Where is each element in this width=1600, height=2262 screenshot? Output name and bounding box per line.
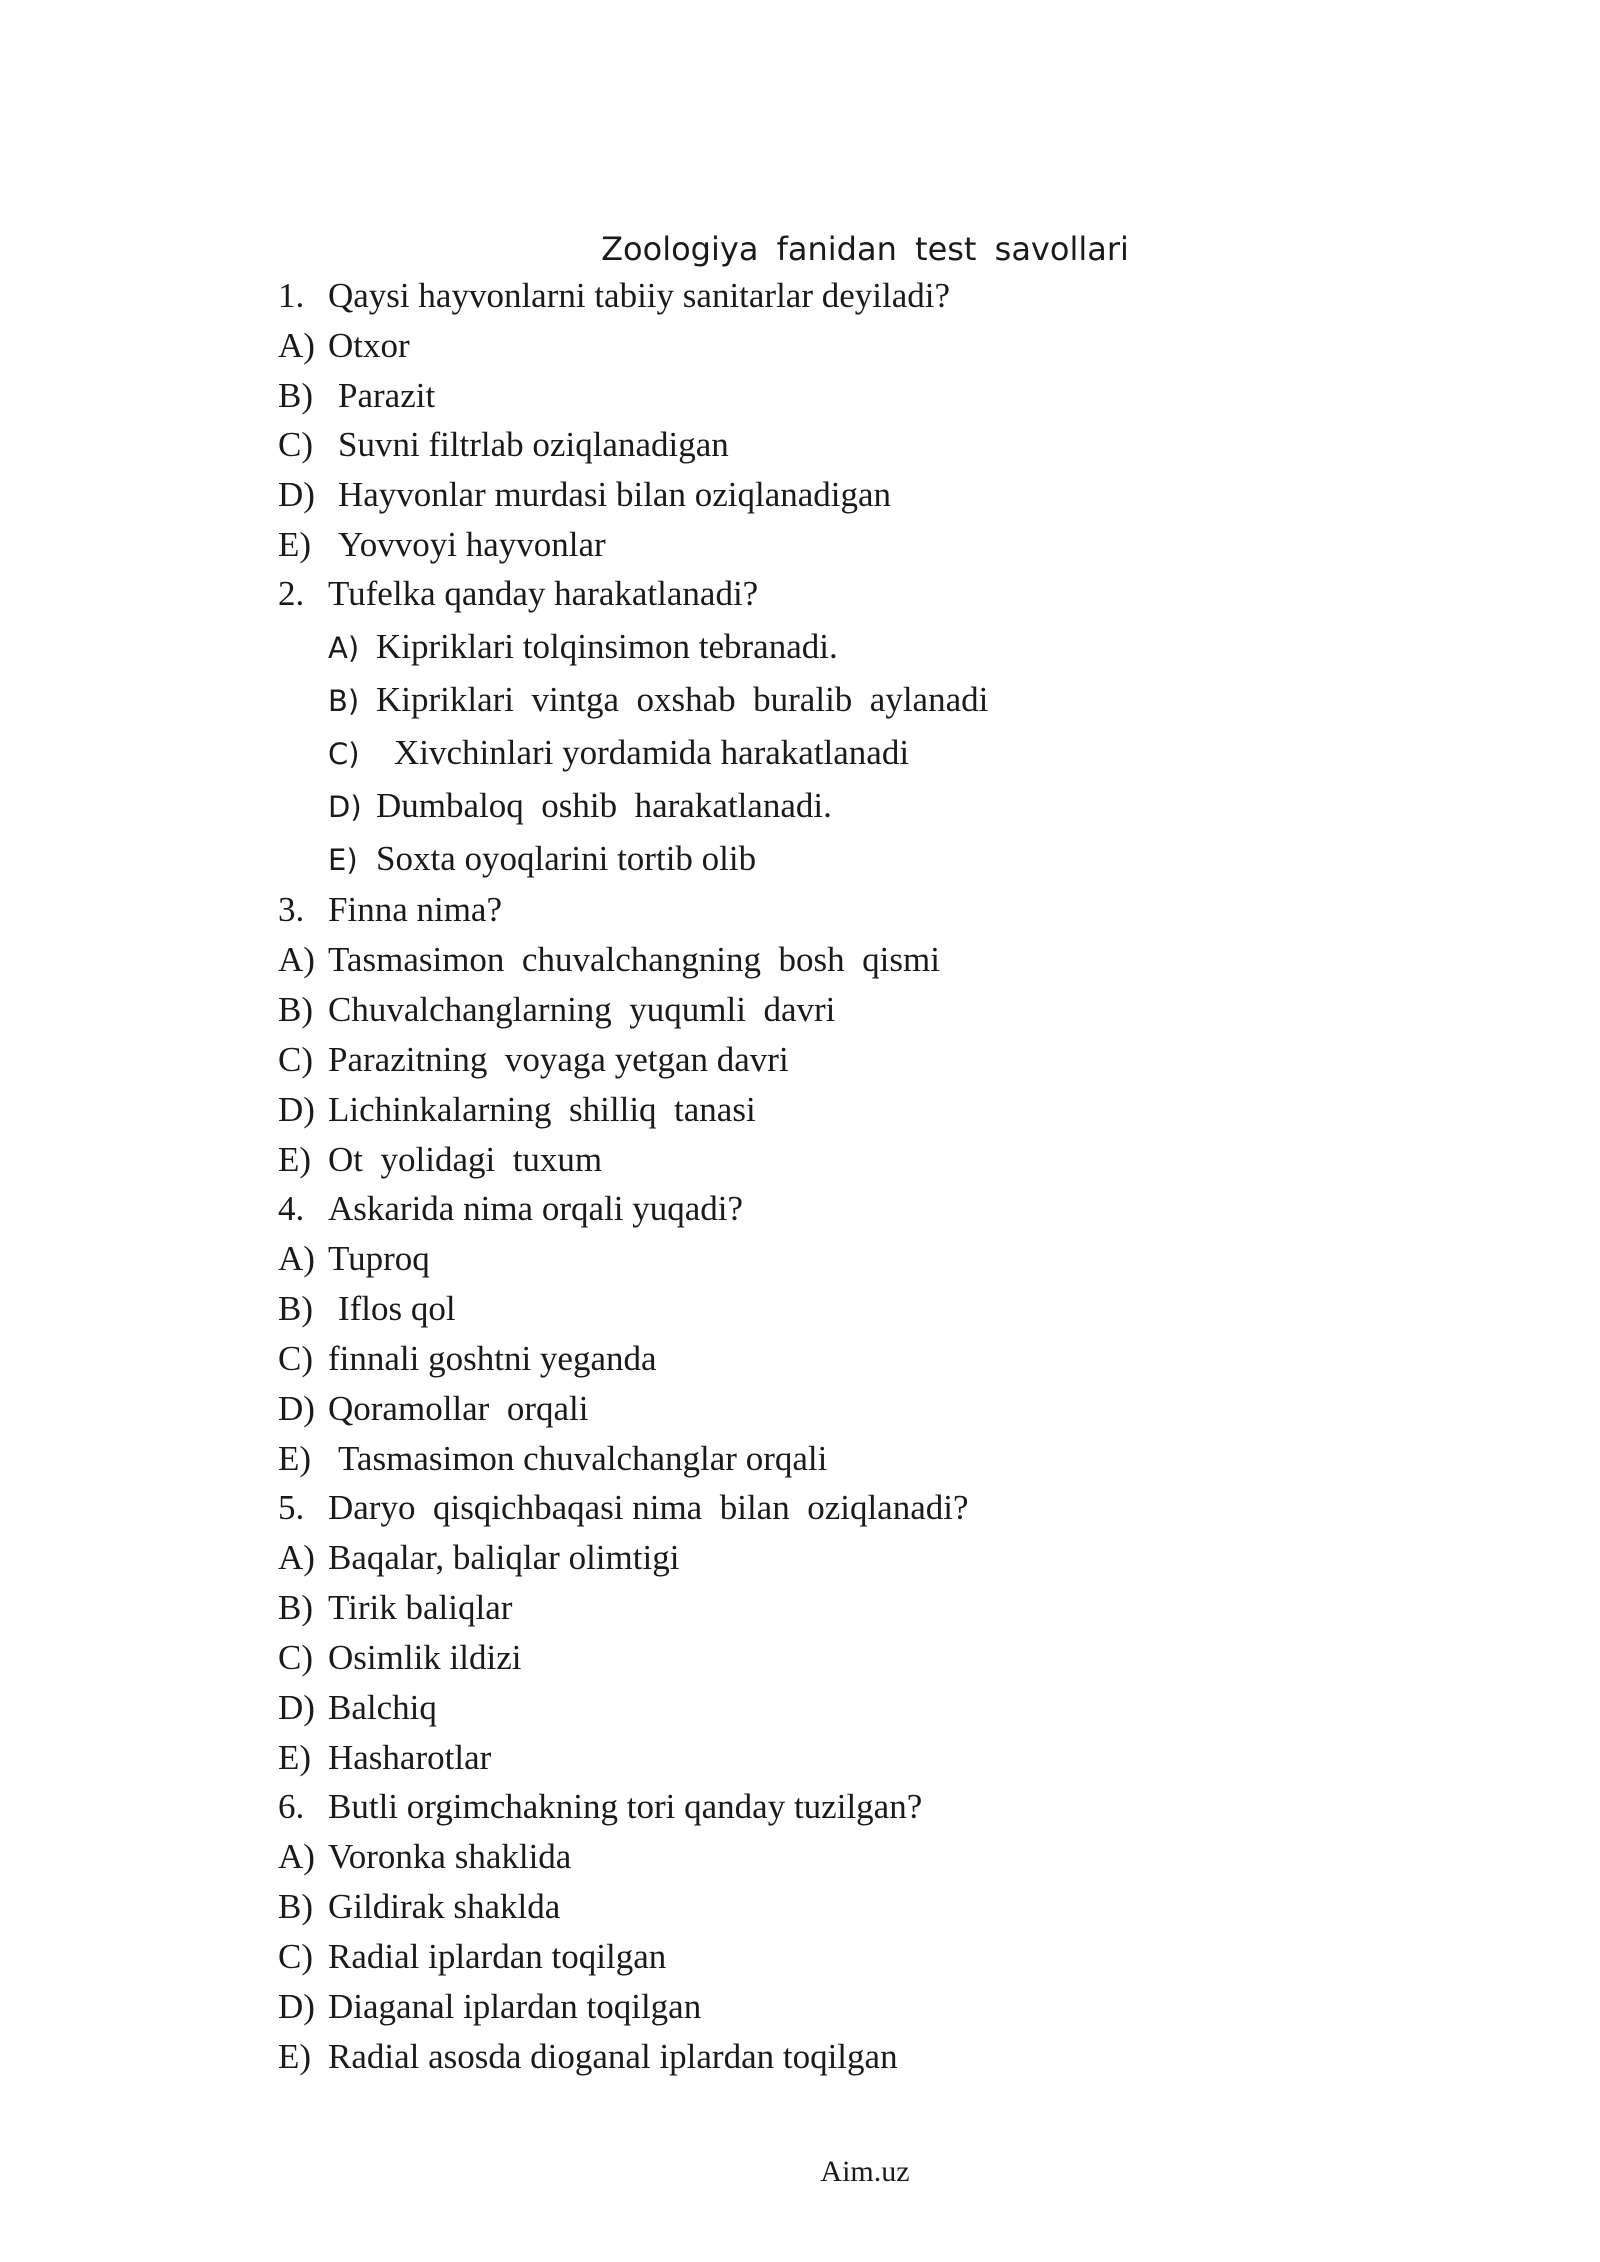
option-text: Hayvonlar murdasi bilan oziqlanadigan xyxy=(338,475,892,514)
option-letter: B) xyxy=(278,376,313,415)
answer-option xyxy=(278,1088,756,1132)
option-text: Tasmasimon chuvalchangning bosh qismi xyxy=(328,940,940,979)
option-letter: D) xyxy=(328,790,362,824)
answer-option xyxy=(328,678,988,722)
question-item xyxy=(278,1187,743,1231)
question-item xyxy=(278,1785,922,1829)
answer-option xyxy=(278,1686,437,1730)
answer-option xyxy=(278,1237,430,1281)
option-text: Iflos qol xyxy=(338,1289,456,1328)
option-letter: C) xyxy=(278,1937,313,1976)
option-letter: C) xyxy=(278,1040,313,1079)
question-number: 4. xyxy=(278,1189,305,1228)
question-number: 1. xyxy=(278,276,305,315)
option-text: Kipriklari tolqinsimon tebranadi. xyxy=(376,627,838,666)
option-letter: E) xyxy=(278,525,312,564)
question-number: 3. xyxy=(278,890,305,929)
option-text: Radial iplardan toqilgan xyxy=(328,1937,667,1976)
option-text: finnali goshtni yeganda xyxy=(328,1339,657,1378)
option-letter: E) xyxy=(278,1140,312,1179)
answer-option xyxy=(278,1038,789,1082)
option-letter: A) xyxy=(278,326,315,365)
answer-option xyxy=(278,1586,512,1630)
option-text: Osimlik ildizi xyxy=(328,1638,522,1677)
answer-option xyxy=(278,1536,679,1580)
question-item xyxy=(278,572,758,616)
answer-option xyxy=(278,2035,898,2079)
option-text: Yovvoyi hayvonlar xyxy=(338,525,606,564)
question-number: 5. xyxy=(278,1488,305,1527)
answer-option xyxy=(278,1885,560,1929)
question-number: 6. xyxy=(278,1787,305,1826)
option-letter: D) xyxy=(278,1987,315,2026)
answer-option xyxy=(328,784,832,828)
page-footer: Aim.uz xyxy=(820,2155,910,2188)
question-text: Askarida nima orqali yuqadi? xyxy=(328,1189,744,1228)
question-text: Tufelka qanday harakatlanadi? xyxy=(328,574,759,613)
option-letter: B) xyxy=(278,1588,313,1627)
answer-option xyxy=(278,1636,521,1680)
option-letter: B) xyxy=(278,990,313,1029)
option-text: Parazitning voyaga yetgan davri xyxy=(328,1040,789,1079)
option-letter: E) xyxy=(278,2037,312,2076)
answer-option xyxy=(278,423,729,467)
option-letter: C) xyxy=(278,1638,313,1677)
option-letter: D) xyxy=(278,475,315,514)
option-text: Chuvalchanglarning yuqumli davri xyxy=(328,990,836,1029)
option-text: Suvni filtrlab oziqlanadigan xyxy=(338,425,729,464)
option-letter: C) xyxy=(328,737,360,771)
answer-option xyxy=(278,473,891,517)
answer-option xyxy=(278,938,940,982)
option-letter: A) xyxy=(328,631,360,665)
answer-option xyxy=(278,1935,666,1979)
option-letter: B) xyxy=(328,684,360,718)
answer-option xyxy=(278,1736,491,1780)
option-text: Voronka shaklida xyxy=(328,1837,572,1876)
option-text: Radial asosda dioganal iplardan toqilgan xyxy=(328,2037,898,2076)
answer-option xyxy=(278,324,410,368)
option-text: Kipriklari vintga oxshab buralib aylanadi xyxy=(376,680,989,719)
question-text: Daryo qisqichbaqasi nima bilan oziqlanadi? xyxy=(328,1488,969,1527)
option-letter: D) xyxy=(278,1090,315,1129)
option-text: Diaganal iplardan toqilgan xyxy=(328,1987,702,2026)
option-text: Baqalar, baliqlar olimtigi xyxy=(328,1538,680,1577)
option-letter: A) xyxy=(278,1837,315,1876)
answer-option xyxy=(278,1437,827,1481)
option-letter: A) xyxy=(278,940,315,979)
option-text: Otxor xyxy=(328,326,410,365)
question-item xyxy=(278,1486,969,1530)
option-letter: C) xyxy=(278,1339,313,1378)
option-letter: B) xyxy=(278,1289,313,1328)
option-text: Tirik baliqlar xyxy=(328,1588,513,1627)
option-letter: E) xyxy=(278,1738,312,1777)
option-text: Soxta oyoqlarini tortib olib xyxy=(376,839,757,878)
option-letter: D) xyxy=(278,1389,315,1428)
option-text: Gildirak shaklda xyxy=(328,1887,561,1926)
option-letter: B) xyxy=(278,1887,313,1926)
option-letter: D) xyxy=(278,1688,315,1727)
option-letter: E) xyxy=(278,1439,312,1478)
option-text: Parazit xyxy=(338,376,436,415)
answer-option xyxy=(278,1337,657,1381)
answer-option xyxy=(278,1835,571,1879)
option-text: Tuproq xyxy=(328,1239,430,1278)
option-text: Hasharotlar xyxy=(328,1738,492,1777)
answer-option xyxy=(328,625,838,669)
option-text: Ot yolidagi tuxum xyxy=(328,1140,603,1179)
question-text: Finna nima? xyxy=(328,890,502,929)
answer-option xyxy=(278,1985,701,2029)
option-letter: C) xyxy=(278,425,313,464)
answer-option xyxy=(278,1287,456,1331)
question-text: Butli orgimchakning tori qanday tuzilgan? xyxy=(328,1787,923,1826)
answer-option xyxy=(278,374,435,418)
option-text: Balchiq xyxy=(328,1688,437,1727)
option-text: Dumbaloq oshib harakatlanadi. xyxy=(376,786,832,825)
answer-option xyxy=(328,837,756,881)
question-text: Qaysi hayvonlarni tabiiy sanitarlar deyiladi? xyxy=(328,276,951,315)
answer-option xyxy=(278,1138,602,1182)
answer-option xyxy=(278,988,835,1032)
option-letter: A) xyxy=(278,1538,315,1577)
option-text: Lichinkalarning shilliq tanasi xyxy=(328,1090,756,1129)
option-text: Qoramollar orqali xyxy=(328,1389,589,1428)
option-text: Xivchinlari yordamida harakatlanadi xyxy=(394,733,910,772)
option-letter: E) xyxy=(328,843,358,877)
answer-option xyxy=(328,731,909,775)
question-item xyxy=(278,888,502,932)
question-item xyxy=(278,274,950,318)
document-title: Zoologiya fanidan test savollari xyxy=(601,230,1129,268)
answer-option xyxy=(278,1387,588,1431)
option-text: Tasmasimon chuvalchanglar orqali xyxy=(338,1439,828,1478)
answer-option xyxy=(278,523,606,567)
option-letter: A) xyxy=(278,1239,315,1278)
question-number: 2. xyxy=(278,574,305,613)
